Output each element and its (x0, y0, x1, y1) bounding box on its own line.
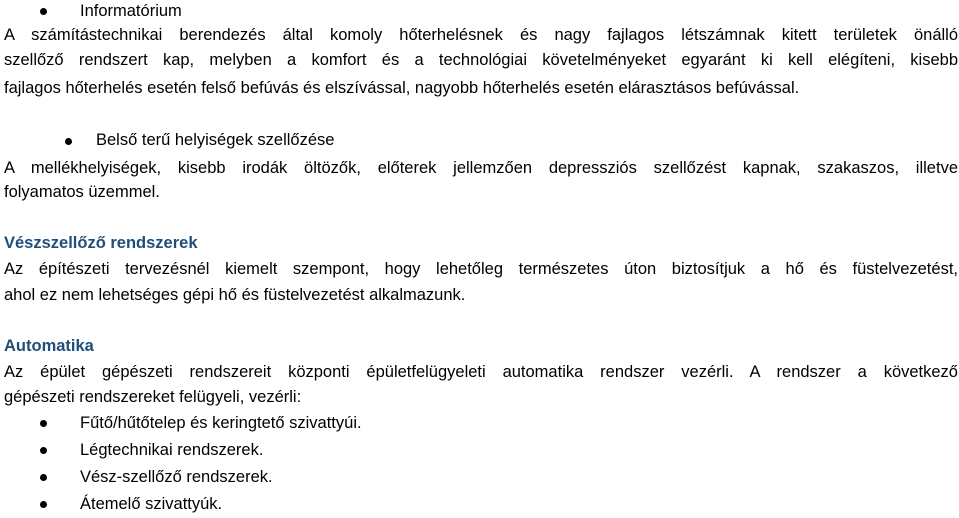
bullet-icon (40, 8, 47, 15)
p2-line-1: A mellékhelyiségek, kisebb irodák öltözők, előterek jellemzően depressziós szellőzést kapnak, szakaszos, illetve (4, 159, 958, 177)
p3-line-2: ahol ez nem lehetséges gépi hő és füstelvezetést alkalmazunk. (4, 286, 466, 304)
bullet-icon (40, 447, 47, 454)
bullet-icon (65, 138, 72, 145)
list-item: Vész-szellőző rendszerek. (80, 468, 273, 486)
heading-emergency-ventilation: Vészszellőző rendszerek (4, 234, 198, 252)
p4-line-1: Az épület gépészeti rendszereit központi épületfelügyeleti automatika rendszer vezérli. A rendszer a következő (4, 363, 958, 381)
list-item: Fűtő/hűtőtelep és keringtető szivattyúi. (80, 414, 362, 432)
p1-line-1: A számítástechnikai berendezés által komoly hőterhelésnek és nagy fajlagos létszámnak kitett területek önálló (4, 26, 958, 44)
list-item: Átemelő szivattyúk. (80, 495, 223, 513)
p1-line-3: fajlagos hőterhelés esetén felső befúvás és elszívással, nagyobb hőterhelés esetén elárasztásos befúvással. (4, 79, 800, 97)
list-item: Légtechnikai rendszerek. (80, 441, 264, 459)
bullet-icon (40, 501, 47, 508)
section-bullet-text: Belső terű helyiségek szellőzése (96, 131, 335, 149)
bullet-icon (40, 474, 47, 481)
p3-line-1: Az építészeti tervezésnél kiemelt szempont, hogy lehetőleg természetes úton biztosítjuk a hő és füstelvezetést, (4, 260, 958, 278)
p2-line-2: folyamatos üzemmel. (4, 183, 160, 201)
p1-line-2: szellőző rendszert kap, melyben a komfort és a technológiai követelményeket egyaránt ki kell elégíteni, kisebb (4, 51, 958, 69)
bullet-icon (40, 420, 47, 427)
heading-automation: Automatika (4, 337, 94, 355)
top-bullet-text: Informatórium (80, 2, 182, 20)
p4-line-2: gépészeti rendszereket felügyeli, vezérli: (4, 388, 302, 406)
